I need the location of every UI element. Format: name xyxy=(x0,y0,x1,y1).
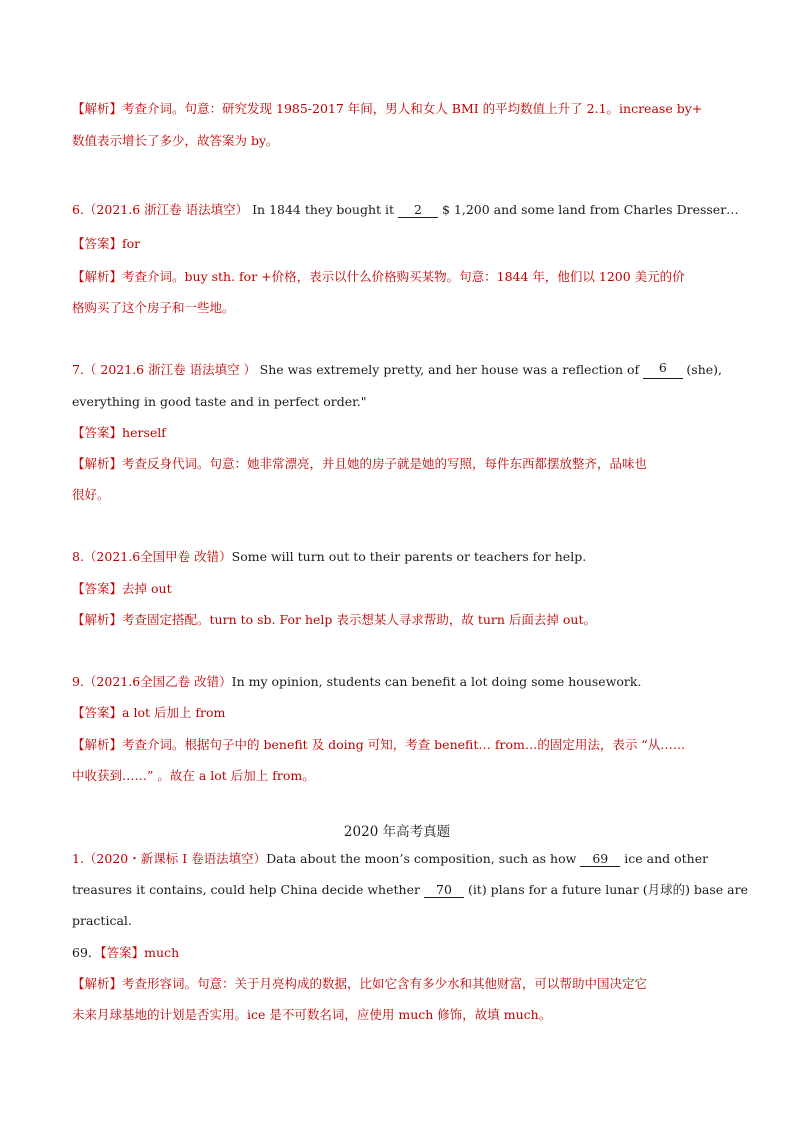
section-title: 2020 年高考真题 xyxy=(343,824,451,840)
question-text: $ 1,200 and some land from Charles Dresser… xyxy=(441,202,739,217)
analysis-text: 考查介词。根据句子中的 benefit 及 doing 可知，考查 benefit… from…的固定用法，表示 “从…… xyxy=(122,737,686,752)
question-source: 7.（ 2021.6 浙江卷 语法填空 ） xyxy=(72,362,257,377)
analysis-text: 数值表示增长了多少，故答案为 by。 xyxy=(72,133,279,148)
question-6 xyxy=(72,201,739,219)
answer-text: a lot 后加上 from xyxy=(122,705,226,720)
question-text: In 1844 they bought it xyxy=(252,202,395,217)
answer-blank: 2 xyxy=(398,203,438,218)
question-9 xyxy=(72,673,641,691)
analysis-text: 中收获到……” 。故在 a lot 后加上 from。 xyxy=(72,768,315,783)
sub-question-number: 69． xyxy=(72,945,101,960)
analysis-label: 【解析】 xyxy=(72,737,123,752)
answer-line xyxy=(72,424,166,442)
answer-text: for xyxy=(122,236,141,251)
answer-label: 【答案】 xyxy=(72,236,123,251)
question-text: Some will turn out to their parents or teachers for help. xyxy=(231,549,587,564)
answer-line xyxy=(72,704,225,722)
analysis-text: 考查介词。buy sth. for +价格，表示以什么价格购买某物。句意：1844 年，他们以 1200 美元的价 xyxy=(122,269,685,284)
question-source: 1.（2020・新课标 I 卷语法填空） xyxy=(72,851,267,866)
question-7 xyxy=(72,361,722,379)
question-8 xyxy=(72,548,586,566)
question-line xyxy=(72,881,748,899)
question-source: 9.（2021.6全国乙卷 改错） xyxy=(72,674,232,689)
answer-text: herself xyxy=(122,425,166,440)
question-text: treasures it contains, could help China decide whether xyxy=(72,882,420,897)
analysis-text: 很好。 xyxy=(72,487,110,502)
analysis-line xyxy=(72,455,647,473)
analysis-line xyxy=(72,736,685,754)
analysis-label: 【解析】 xyxy=(72,101,123,116)
question-text: (she), xyxy=(686,362,722,377)
question-source: 6.（2021.6 浙江卷 语法填空） xyxy=(72,202,249,217)
answer-label: 【答案】 xyxy=(72,581,123,596)
analysis-label: 【解析】 xyxy=(72,269,123,284)
question-text: practical. xyxy=(72,913,132,928)
question-text: Data about the moon’s composition, such as how xyxy=(266,851,577,866)
answer-text: much xyxy=(144,945,180,960)
analysis-text: 考查固定搭配。turn to sb. For help 表示想某人寻求帮助，故 turn 后面去掉 out。 xyxy=(122,612,596,627)
question-text: ice and other xyxy=(624,851,709,866)
answer-label: 【答案】 xyxy=(100,945,145,960)
analysis-text: 未来月球基地的计划是否实用。ice 是不可数名词，应使用 much 修饰，故填 much。 xyxy=(72,1007,552,1022)
answer-line xyxy=(72,944,179,962)
analysis-text: 格购买了这个房子和一些地。 xyxy=(72,300,235,315)
answer-label: 【答案】 xyxy=(72,705,123,720)
analysis-line xyxy=(72,100,702,118)
answer-blank: 69 xyxy=(580,852,620,867)
answer-line xyxy=(72,580,172,598)
analysis-line xyxy=(72,611,596,629)
analysis-line xyxy=(72,975,647,993)
question-source: 8.（2021.6全国甲卷 改错） xyxy=(72,549,232,564)
analysis-label: 【解析】 xyxy=(72,976,123,991)
analysis-text: 考查反身代词。句意：她非常漂亮，并且她的房子就是她的写照，每件东西都摆放整齐，品味也 xyxy=(122,456,648,471)
question-text: everything in good taste and in perfect order." xyxy=(72,394,367,409)
analysis-label: 【解析】 xyxy=(72,456,123,471)
analysis-text: 考查介词。句意：研究发现 1985-2017 年间，男人和女人 BMI 的平均数值上升了 2.1。increase by+ xyxy=(122,101,703,116)
question-text: In my opinion, students can benefit a lot doing some housework. xyxy=(231,674,642,689)
question-text: (it) plans for a future lunar (月球的) base are xyxy=(467,882,748,897)
answer-text: 去掉 out xyxy=(122,581,172,596)
question-text: She was extremely pretty, and her house was a reflection of xyxy=(259,362,640,377)
answer-blank: 70 xyxy=(424,883,464,898)
question-2020-1 xyxy=(72,850,708,868)
analysis-text: 考查形容词。句意：关于月亮构成的数据，比如它含有多少水和其他财富，可以帮助中国决定它 xyxy=(122,976,648,991)
answer-line xyxy=(72,235,140,253)
analysis-label: 【解析】 xyxy=(72,612,123,627)
answer-blank: 6 xyxy=(643,361,683,379)
answer-label: 【答案】 xyxy=(72,425,123,440)
analysis-line xyxy=(72,268,685,286)
